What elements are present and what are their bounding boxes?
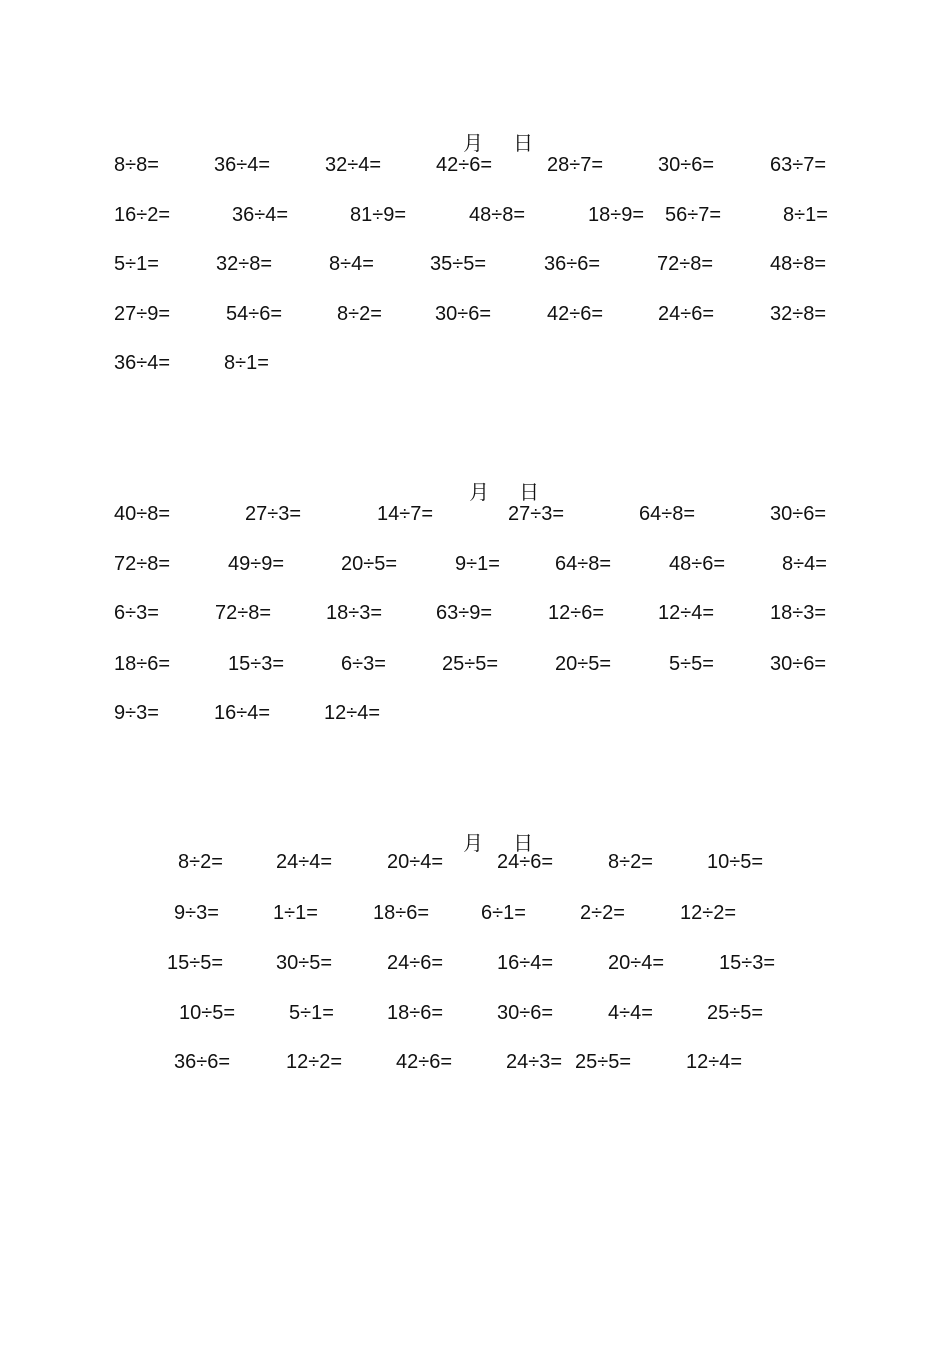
problem: 16÷2= (114, 204, 171, 226)
problem: 25÷5= (442, 653, 499, 675)
problem: 42÷6= (396, 1051, 453, 1073)
date-header-3 (452, 804, 533, 856)
day-label: 日 (513, 833, 534, 855)
problem: 54÷6= (226, 303, 283, 325)
problem: 12÷6= (548, 602, 605, 624)
problem: 72÷8= (215, 602, 272, 624)
month-label: 月 (469, 482, 490, 504)
problem: 40÷8= (114, 503, 171, 525)
problem: 15÷3= (719, 952, 776, 974)
problem: 30÷6= (497, 1002, 554, 1024)
problem: 42÷6= (436, 154, 493, 176)
problem: 64÷8= (555, 553, 612, 575)
problem: 63÷7= (770, 154, 827, 176)
problem: 30÷5= (276, 952, 333, 974)
problem: 15÷5= (167, 952, 224, 974)
problem: 12÷4= (658, 602, 715, 624)
problem: 18÷6= (373, 902, 430, 924)
problem: 72÷8= (657, 253, 714, 275)
problem: 6÷1= (481, 902, 526, 924)
problem: 16÷4= (497, 952, 554, 974)
problem: 36÷4= (214, 154, 271, 176)
problem: 8÷4= (782, 553, 827, 575)
problem: 30÷6= (770, 503, 827, 525)
problem: 24÷4= (276, 851, 333, 873)
date-header-2 (458, 453, 539, 505)
problem: 1÷1= (273, 902, 318, 924)
problem: 49÷9= (228, 553, 285, 575)
problem: 72÷8= (114, 553, 171, 575)
problem: 8÷2= (178, 851, 223, 873)
problem: 12÷2= (680, 902, 737, 924)
problem: 18÷9= (588, 204, 645, 226)
problem: 2÷2= (580, 902, 625, 924)
date-header-1 (452, 104, 533, 156)
problem: 12÷4= (686, 1051, 743, 1073)
problem: 20÷5= (341, 553, 398, 575)
problem: 64÷8= (639, 503, 696, 525)
problem: 35÷5= (430, 253, 487, 275)
problem: 8÷8= (114, 154, 159, 176)
problem: 9÷1= (455, 553, 500, 575)
problem: 25÷5= (575, 1051, 632, 1073)
problem: 8÷2= (337, 303, 382, 325)
problem: 30÷6= (435, 303, 492, 325)
problem: 48÷8= (770, 253, 827, 275)
problem: 18÷6= (114, 653, 171, 675)
problem: 4÷4= (608, 1002, 653, 1024)
problem: 63÷9= (436, 602, 493, 624)
problem: 27÷3= (245, 503, 302, 525)
problem: 32÷8= (770, 303, 827, 325)
problem: 6÷3= (341, 653, 386, 675)
problem: 20÷4= (387, 851, 444, 873)
problem: 10÷5= (707, 851, 764, 873)
problem: 8÷4= (329, 253, 374, 275)
problem: 9÷3= (114, 702, 159, 724)
problem: 8÷1= (224, 352, 269, 374)
problem: 20÷4= (608, 952, 665, 974)
problem: 5÷5= (669, 653, 714, 675)
problem: 36÷6= (544, 253, 601, 275)
problem: 8÷2= (608, 851, 653, 873)
problem: 42÷6= (547, 303, 604, 325)
problem: 25÷5= (707, 1002, 764, 1024)
day-label: 日 (519, 482, 540, 504)
problem: 10÷5= (179, 1002, 236, 1024)
problem: 48÷8= (469, 204, 526, 226)
problem: 32÷8= (216, 253, 273, 275)
problem: 27÷3= (508, 503, 565, 525)
problem: 30÷6= (658, 154, 715, 176)
problem: 27÷9= (114, 303, 171, 325)
problem: 24÷6= (387, 952, 444, 974)
problem: 36÷4= (114, 352, 171, 374)
problem: 5÷1= (114, 253, 159, 275)
problem: 18÷3= (326, 602, 383, 624)
problem: 36÷4= (232, 204, 289, 226)
problem: 18÷3= (770, 602, 827, 624)
problem: 24÷6= (497, 851, 554, 873)
problem: 24÷6= (658, 303, 715, 325)
problem: 30÷6= (770, 653, 827, 675)
problem: 14÷7= (377, 503, 434, 525)
problem: 32÷4= (325, 154, 382, 176)
problem: 81÷9= (350, 204, 407, 226)
problem: 48÷6= (669, 553, 726, 575)
month-label: 月 (463, 133, 484, 155)
problem: 18÷6= (387, 1002, 444, 1024)
problem: 20÷5= (555, 653, 612, 675)
day-label: 日 (513, 133, 534, 155)
problem: 5÷1= (289, 1002, 334, 1024)
problem: 36÷6= (174, 1051, 231, 1073)
problem: 24÷3= (506, 1051, 563, 1073)
problem: 28÷7= (547, 154, 604, 176)
problem: 6÷3= (114, 602, 159, 624)
problem: 12÷4= (324, 702, 381, 724)
problem: 9÷3= (174, 902, 219, 924)
problem: 56÷7= (665, 204, 722, 226)
problem: 8÷1= (783, 204, 828, 226)
problem: 12÷2= (286, 1051, 343, 1073)
problem: 15÷3= (228, 653, 285, 675)
problem: 16÷4= (214, 702, 271, 724)
month-label: 月 (463, 833, 484, 855)
